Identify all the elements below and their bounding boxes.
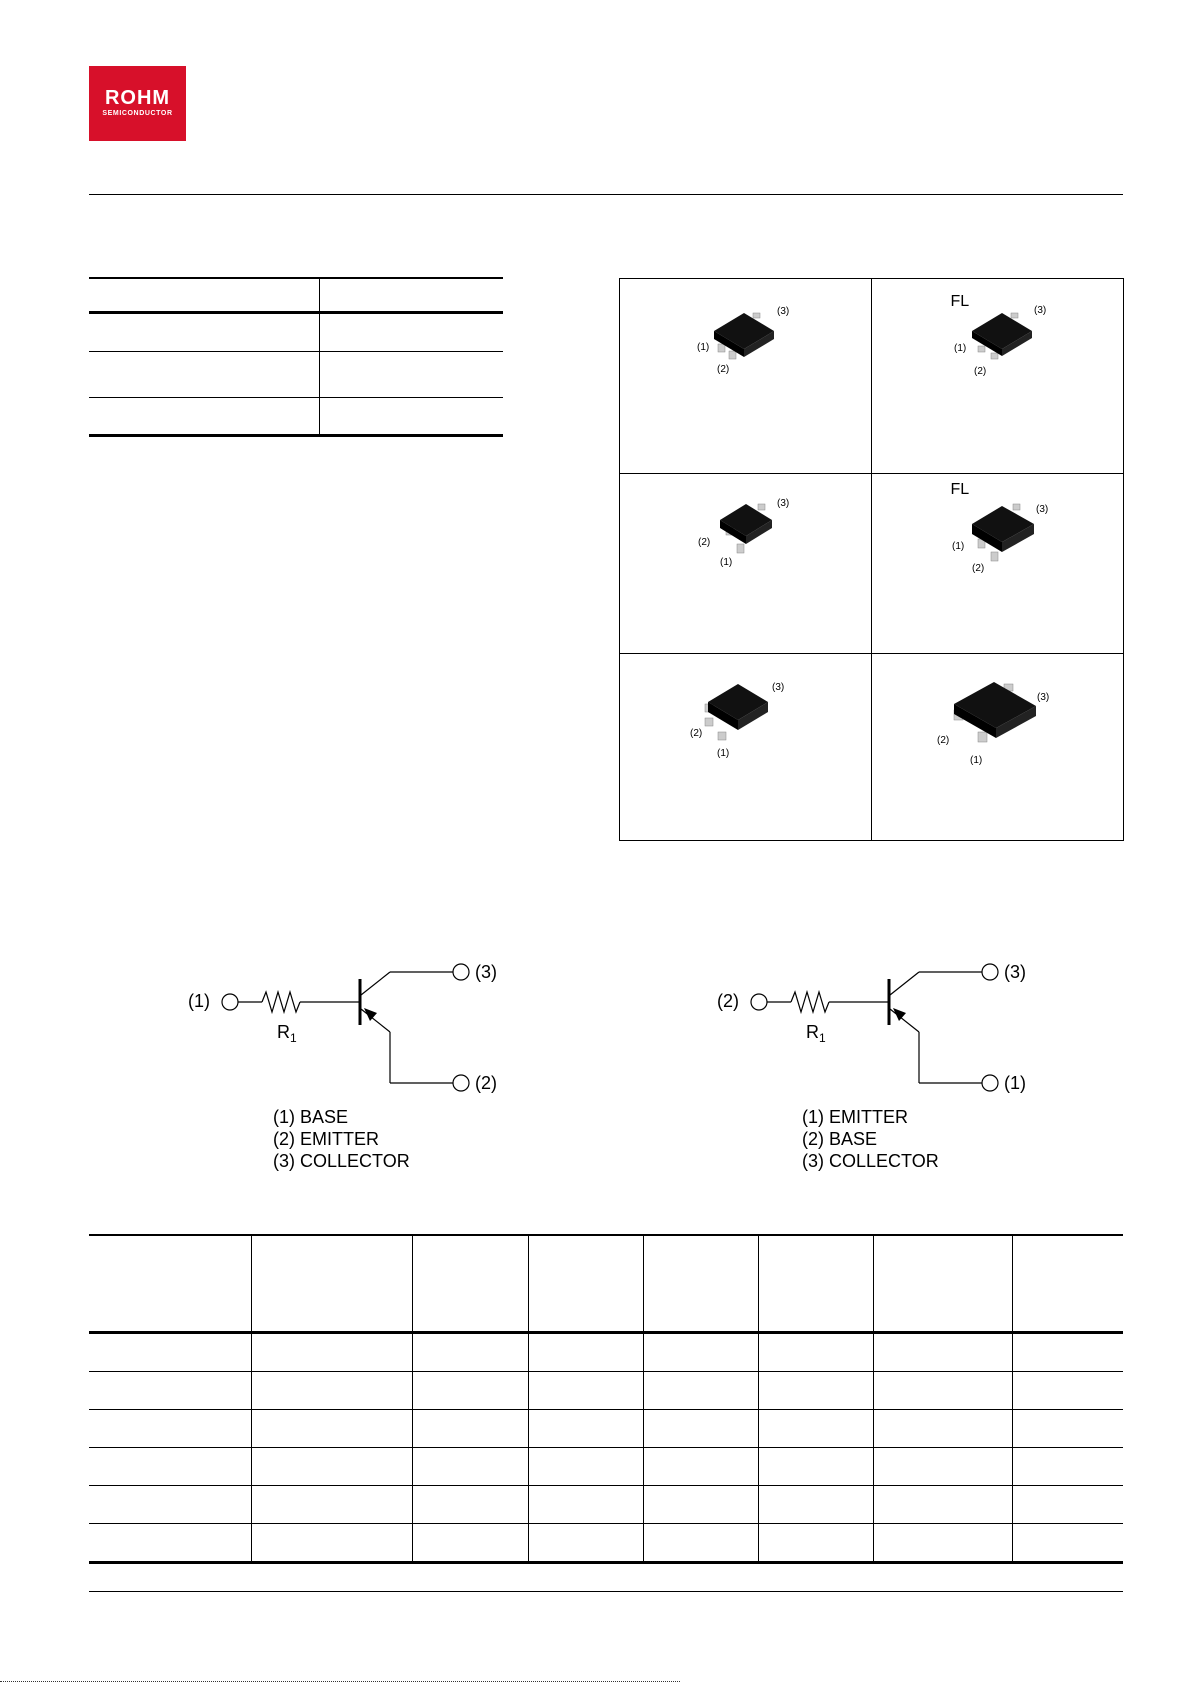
- package-image: [690, 494, 820, 579]
- table-cell: [758, 1372, 873, 1410]
- table-row: [89, 1333, 1123, 1372]
- package-cell: [620, 279, 872, 474]
- pin-label: (3): [1033, 305, 1046, 316]
- table-cell: [643, 1524, 758, 1562]
- spec-table-row: [89, 351, 503, 397]
- table-cell: [758, 1333, 873, 1372]
- table-cell: [251, 1372, 412, 1410]
- emitter-arrow: [893, 1008, 906, 1021]
- pin-legend-item: (1) EMITTER: [802, 1107, 908, 1127]
- spec-cell: [89, 397, 320, 435]
- table-row: [89, 1372, 1123, 1410]
- header-rule: [89, 194, 1123, 195]
- pin-lead: [705, 718, 713, 726]
- equivalent-circuit-right: [709, 955, 1049, 1105]
- pin-lead: [758, 504, 765, 510]
- table-cell: [528, 1410, 643, 1448]
- table-cell: [528, 1372, 643, 1410]
- table-cell: [251, 1486, 412, 1524]
- table-cell: [873, 1333, 1012, 1372]
- table-cell: [643, 1486, 758, 1524]
- pin-label: (3): [1036, 692, 1049, 703]
- spec-table: [89, 279, 503, 437]
- table-cell: [528, 1448, 643, 1486]
- table-cell: [528, 1486, 643, 1524]
- table-cell: [412, 1372, 528, 1410]
- terminal-circle: [453, 964, 469, 980]
- table-cell: [873, 1410, 1012, 1448]
- table-cell: [873, 1524, 1012, 1562]
- pin-legend-item: (1) BASE: [273, 1107, 349, 1127]
- pin-label: (3): [777, 498, 790, 509]
- pin-legend-item: (2) EMITTER: [273, 1129, 379, 1149]
- pin-label: (2): [717, 364, 730, 375]
- table-cell: [873, 1372, 1012, 1410]
- pin-lead: [729, 351, 736, 359]
- table-header-cell: [528, 1236, 643, 1333]
- table-cell: [873, 1486, 1012, 1524]
- table-cell: [89, 1410, 251, 1448]
- pin-legend-item: (2) BASE: [802, 1129, 878, 1149]
- footer-dotted-line: [0, 1681, 680, 1682]
- circuit-pin-label: (3): [1004, 962, 1026, 982]
- pin-lead: [718, 732, 726, 740]
- package-body: [972, 313, 1032, 349]
- table-header-cell: [89, 1236, 251, 1333]
- pin-lead: [978, 732, 987, 742]
- package-cell: [872, 474, 1124, 654]
- table-header-cell: [873, 1236, 1012, 1333]
- terminal-circle: [751, 994, 767, 1010]
- pin-lead: [718, 344, 725, 352]
- logo-subtitle: SEMICONDUCTOR: [102, 110, 173, 117]
- spec-cell: [89, 279, 320, 312]
- package-image: [940, 496, 1070, 586]
- package-grid: [619, 278, 1124, 841]
- terminal-circle: [222, 994, 238, 1010]
- pin-label: (1): [720, 557, 733, 568]
- package-image: [680, 301, 810, 381]
- table-header-cell: [412, 1236, 528, 1333]
- table-cell: [412, 1410, 528, 1448]
- pin-label: (2): [936, 735, 949, 746]
- table-cell: [758, 1486, 873, 1524]
- table-cell: [643, 1333, 758, 1372]
- pin-label: (1): [717, 748, 730, 759]
- circuit-pin-label: (2): [717, 991, 739, 1011]
- table-header-cell: [1012, 1236, 1123, 1333]
- equivalent-circuit-left: [180, 955, 520, 1105]
- table-cell: [1012, 1486, 1123, 1524]
- circuit-pin-label: (1): [188, 991, 210, 1011]
- table-cell: [1012, 1448, 1123, 1486]
- table-cell: [873, 1448, 1012, 1486]
- table-header-cell: [643, 1236, 758, 1333]
- table-cell: [412, 1333, 528, 1372]
- pin-lead: [737, 544, 744, 553]
- bottom-table-bottom-rule: [89, 1561, 1123, 1564]
- table-cell: [251, 1410, 412, 1448]
- pin-lead: [991, 353, 998, 359]
- resistor-label: $R_1$: [806, 1022, 826, 1045]
- pin-lead: [978, 346, 985, 352]
- package-fl-label: FL: [950, 481, 970, 498]
- table-cell: [89, 1372, 251, 1410]
- resistor-symbol: [791, 992, 829, 1012]
- spec-table-row: [89, 312, 503, 351]
- spec-cell: [320, 351, 504, 397]
- table-cell: [643, 1448, 758, 1486]
- terminal-circle: [982, 1075, 998, 1091]
- table-cell: [412, 1524, 528, 1562]
- package-image: [932, 672, 1082, 772]
- package-image: [940, 301, 1070, 381]
- pin-legend-item: (3) COLLECTOR: [273, 1151, 410, 1171]
- resistor-label: $R_1$: [277, 1022, 297, 1045]
- pin-legend-item: (3) COLLECTOR: [802, 1151, 939, 1171]
- table-cell: [643, 1372, 758, 1410]
- table-cell: [89, 1448, 251, 1486]
- table-row: [89, 1524, 1123, 1562]
- circuit-pin-label: (1): [1004, 1073, 1026, 1093]
- pin-label: (3): [777, 306, 790, 317]
- spec-table-row: [89, 397, 503, 435]
- pin-label: (3): [772, 682, 785, 693]
- table-cell: [1012, 1372, 1123, 1410]
- table-cell: [251, 1333, 412, 1372]
- spec-cell: [320, 279, 504, 312]
- pin-lead: [991, 552, 998, 561]
- table-cell: [412, 1448, 528, 1486]
- terminal-circle: [453, 1075, 469, 1091]
- pin-lead: [753, 313, 760, 318]
- table-cell: [1012, 1410, 1123, 1448]
- pin-label: (1): [953, 343, 966, 354]
- package-cell: [872, 654, 1124, 840]
- package-fl-label: FL: [950, 293, 970, 310]
- package-cell: [872, 279, 1124, 474]
- package-cell: [620, 654, 872, 840]
- pin-label: (2): [971, 563, 984, 574]
- resistor-symbol: [262, 992, 300, 1012]
- footer-rule: [89, 1591, 1123, 1592]
- table-header-cell: [251, 1236, 412, 1333]
- table-cell: [758, 1524, 873, 1562]
- pin-label: (2): [698, 537, 711, 548]
- spec-table-header-row: [89, 279, 503, 312]
- table-cell: [528, 1524, 643, 1562]
- table-cell: [412, 1486, 528, 1524]
- pin-label: (2): [973, 366, 986, 377]
- pin-label: (3): [1035, 504, 1048, 515]
- table-cell: [643, 1410, 758, 1448]
- table-cell: [1012, 1333, 1123, 1372]
- emitter-arrow: [364, 1008, 377, 1021]
- table-cell: [528, 1333, 643, 1372]
- spec-cell: [89, 312, 320, 351]
- pin-label: (1): [969, 755, 982, 766]
- table-header-cell: [758, 1236, 873, 1333]
- circuit-pin-label: (2): [475, 1073, 497, 1093]
- package-image: [690, 676, 820, 766]
- table-cell: [251, 1524, 412, 1562]
- pin-legend-left: [273, 1106, 410, 1172]
- pin-lead: [1011, 313, 1018, 318]
- table-cell: [89, 1486, 251, 1524]
- package-cell: [620, 474, 872, 654]
- product-table: [89, 1236, 1123, 1561]
- pin-label: (1): [697, 342, 710, 353]
- rohm-logo: [89, 66, 186, 141]
- table-cell: [758, 1410, 873, 1448]
- circuit-pin-label: (3): [475, 962, 497, 982]
- product-table-header-row: [89, 1236, 1123, 1333]
- table-row: [89, 1448, 1123, 1486]
- table-cell: [89, 1333, 251, 1372]
- table-row: [89, 1410, 1123, 1448]
- spec-cell: [89, 351, 320, 397]
- table-cell: [89, 1524, 251, 1562]
- collector-lead: [890, 972, 919, 995]
- table-row: [89, 1486, 1123, 1524]
- pin-legend-right: [802, 1106, 939, 1172]
- table-cell: [251, 1448, 412, 1486]
- pin-label: (1): [951, 541, 964, 552]
- table-cell: [1012, 1524, 1123, 1562]
- table-cell: [758, 1448, 873, 1486]
- pin-lead: [1013, 504, 1020, 510]
- terminal-circle: [982, 964, 998, 980]
- collector-lead: [361, 972, 390, 995]
- pin-label: (2): [690, 728, 703, 739]
- logo-wordmark: ROHM: [104, 87, 171, 109]
- spec-cell: [320, 312, 504, 351]
- spec-cell: [320, 397, 504, 435]
